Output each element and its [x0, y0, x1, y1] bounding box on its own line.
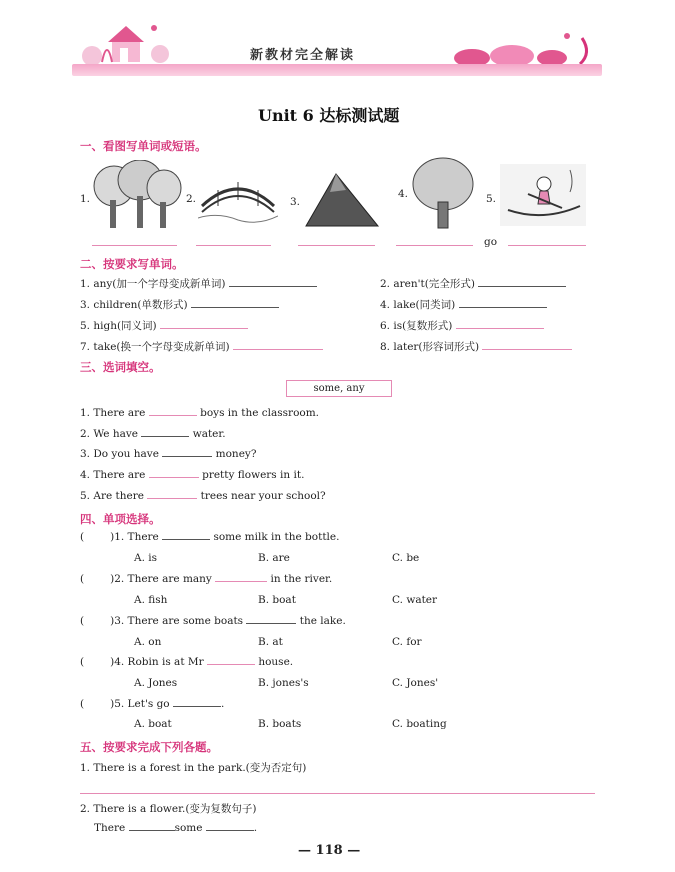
- s5-q2: 2. There is a flower.(变为复数句子): [80, 803, 257, 815]
- s2-item-2: 2. aren't(完全形式): [380, 276, 566, 291]
- header-decoration-right: [442, 28, 602, 68]
- s4-q5-option-b[interactable]: B. boats: [258, 718, 302, 730]
- s5-blank-1[interactable]: [129, 829, 175, 831]
- s4-q2-option-a[interactable]: A. fish: [134, 594, 168, 606]
- s4-q3-option-c[interactable]: C. for: [392, 636, 422, 648]
- s5-q1: 1. There is a forest in the park.(变为否定句): [80, 762, 307, 774]
- s4-blank-2: [215, 580, 267, 582]
- s2-item-6: 6. is(复数形式): [380, 318, 544, 333]
- s2-item-4: 4. lake(同类词): [380, 297, 547, 312]
- boating-icon: [500, 164, 586, 230]
- s3-blank-5[interactable]: [147, 497, 197, 499]
- s4-q2: ( )2. There are many in the river.: [80, 573, 333, 585]
- s4-q4-option-a[interactable]: A. Jones: [134, 677, 178, 689]
- s2-blank-6[interactable]: [456, 327, 544, 329]
- section2-heading: 二、按要求写单词。: [80, 257, 184, 271]
- s4-q3-option-b[interactable]: B. at: [258, 636, 283, 648]
- s4-q4-option-b[interactable]: B. jones's: [258, 677, 309, 689]
- s4-blank-4: [207, 663, 255, 665]
- tree-icon: [410, 156, 476, 234]
- header-title: 新教材完全解读: [250, 48, 356, 63]
- mountain-icon: [302, 170, 382, 232]
- s3-blank-2[interactable]: [141, 435, 189, 437]
- s4-q1-option-b[interactable]: B. are: [258, 552, 290, 564]
- s3-item-1: 1. There are boys in the classroom.: [80, 407, 320, 419]
- s2-item-3: 3. children(单数形式): [80, 297, 279, 312]
- section1-heading: 一、看图写单词或短语。: [80, 139, 207, 153]
- s3-item-2: 2. We have water.: [80, 428, 226, 440]
- s4-q5: ( )5. Let's go .: [80, 698, 225, 710]
- s4-q5-option-a[interactable]: A. boat: [134, 718, 172, 730]
- s2-blank-5[interactable]: [160, 327, 248, 329]
- s4-q1: ( )1. There some milk in the bottle.: [80, 531, 340, 543]
- answer-line-3[interactable]: [298, 244, 375, 246]
- header-decoration-left: [72, 18, 182, 68]
- s4-blank-1: [162, 538, 210, 540]
- s5-blank-2[interactable]: [206, 829, 254, 831]
- s2-item-8: 8. later(形容词形式): [380, 339, 572, 354]
- s3-blank-1[interactable]: [149, 414, 197, 416]
- go-label: go: [484, 236, 498, 248]
- item3-num: 3.: [290, 196, 301, 208]
- word-box: some, any: [286, 380, 392, 397]
- answer-paren-open-2[interactable]: (: [80, 573, 85, 585]
- header-band: [72, 64, 602, 76]
- s4-q4: ( )4. Robin is at Mr house.: [80, 656, 294, 668]
- answer-paren-open-5[interactable]: (: [80, 698, 85, 710]
- s4-q2-option-c[interactable]: C. water: [392, 594, 438, 606]
- section4-heading: 四、单项选择。: [80, 512, 161, 526]
- page-number: — 118 —: [298, 843, 361, 858]
- s4-q5-option-c[interactable]: C. boating: [392, 718, 447, 730]
- answer-line-4[interactable]: [396, 244, 473, 246]
- answer-paren-open-4[interactable]: (: [80, 656, 85, 668]
- s3-blank-3[interactable]: [162, 455, 212, 457]
- s2-blank-3[interactable]: [191, 306, 279, 308]
- section3-heading: 三、选词填空。: [80, 360, 161, 374]
- s4-q1-option-a[interactable]: A. is: [134, 552, 158, 564]
- s3-blank-4[interactable]: [149, 476, 199, 478]
- item2-num: 2.: [186, 193, 197, 205]
- trees-icon: [92, 160, 182, 236]
- s2-blank-2[interactable]: [478, 285, 566, 287]
- s2-blank-1[interactable]: [229, 285, 317, 287]
- answer-paren-open-3[interactable]: (: [80, 615, 85, 627]
- s4-blank-3: [246, 622, 296, 624]
- s4-q1-option-c[interactable]: C. be: [392, 552, 420, 564]
- s2-blank-8[interactable]: [482, 348, 572, 350]
- bridge-icon: [198, 166, 278, 230]
- s4-blank-5: [173, 705, 221, 707]
- item1-num: 1.: [80, 193, 91, 205]
- s3-item-4: 4. There are pretty flowers in it.: [80, 469, 305, 481]
- s2-item-7: 7. take(换一个字母变成新单词): [80, 339, 323, 354]
- page-title: Unit 6 达标测试题: [258, 106, 400, 125]
- s5-q2-fill: There some .: [94, 822, 258, 834]
- answer-line-5[interactable]: [508, 244, 586, 246]
- s2-item-5: 5. high(同义词): [80, 318, 248, 333]
- s4-q4-option-c[interactable]: C. Jones': [392, 677, 439, 689]
- answer-line-1[interactable]: [92, 244, 177, 246]
- s3-item-3: 3. Do you have money?: [80, 448, 257, 460]
- s2-item-1: 1. any(加一个字母变成新单词): [80, 276, 317, 291]
- answer-line-2[interactable]: [196, 244, 271, 246]
- s4-q3: ( )3. There are some boats the lake.: [80, 615, 346, 627]
- s2-blank-7[interactable]: [233, 348, 323, 350]
- s3-item-5: 5. Are there trees near your school?: [80, 490, 326, 502]
- item5-num: 5.: [486, 193, 497, 205]
- section5-heading: 五、按要求完成下列各题。: [80, 740, 218, 754]
- answer-paren-open-1[interactable]: (: [80, 531, 85, 543]
- s4-q2-option-b[interactable]: B. boat: [258, 594, 296, 606]
- s5-q1-answer-line[interactable]: [80, 792, 595, 794]
- item4-num: 4.: [398, 188, 409, 200]
- s4-q3-option-a[interactable]: A. on: [134, 636, 162, 648]
- s2-blank-4[interactable]: [459, 306, 547, 308]
